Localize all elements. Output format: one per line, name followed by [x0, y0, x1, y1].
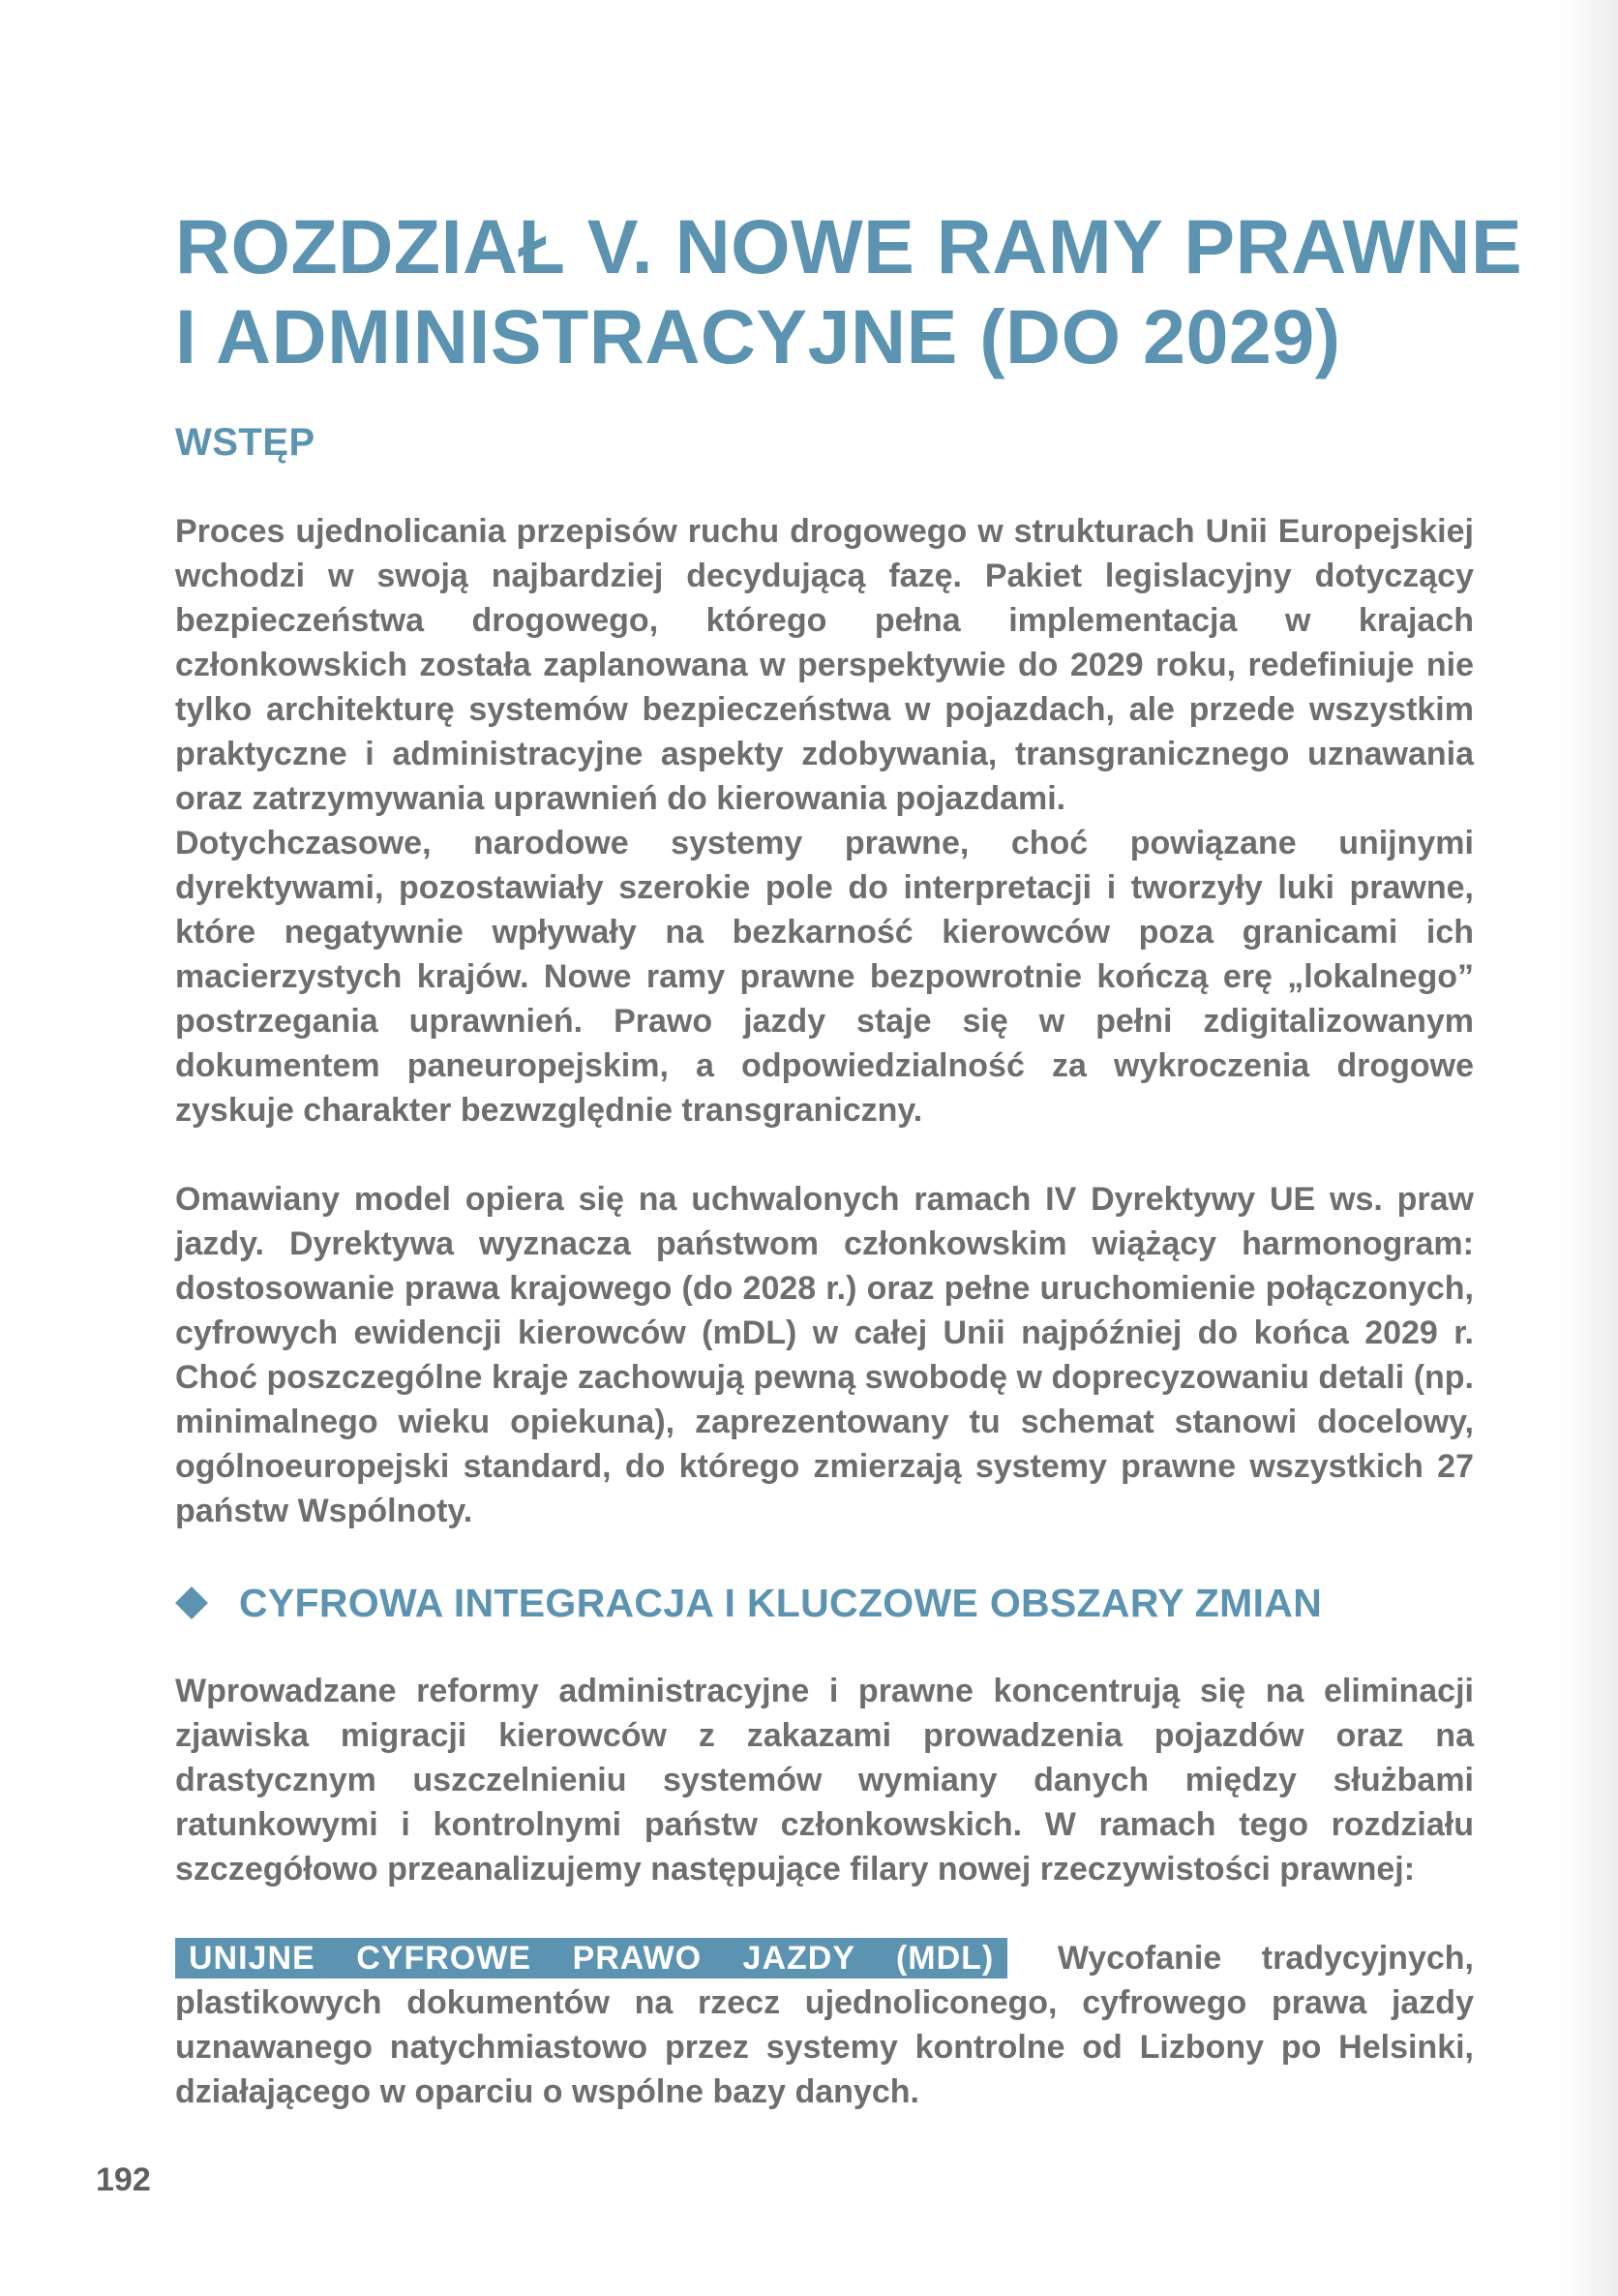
mdl-paragraph	[175, 1936, 1474, 2114]
intro-paragraph-2: Dotychczasowe, narodowe systemy prawne, choć powiązane unijnymi dyrektywami, pozostawiały szerokie pole do interpretacji i tworzyły luki prawne, które negatywnie wpływały na bezkarność kierowców poza granicami ich macierzystych krajów. Nowe ramy prawne bezpowrotnie kończą erę „lokalnego” postrzegania uprawnień. Prawo jazdy staje się w pełni zdigitalizowanym dokumentem paneuropejskim, a odpowiedzialność za wykroczenia drogowe zyskuje charakter bezwzględnie transgraniczny.	[175, 825, 1474, 1129]
page-number: 192	[96, 2161, 151, 2198]
intro-paragraph-1: Proces ujednolicania przepisów ruchu drogowego w strukturach Unii Europejskiej wchodzi w swoją najbardziej decydującą fazę. Pakiet legislacyjny dotyczący bezpieczeństwa drogowego, którego pełna implementacja w krajach członkowskich została zaplanowana w perspektywie do 2029 roku, redefiniuje nie tylko architekturę systemów bezpieczeństwa w pojazdach, ale przede wszystkim praktyczne i administracyjne aspekty zdobywania, transgranicznego uznawania oraz zatrzymywania uprawnień do kierowania pojazdami.	[175, 513, 1474, 817]
subsection-heading	[175, 1578, 1474, 1628]
chapter-title	[175, 201, 1523, 381]
page-edge-shadow	[1560, 0, 1618, 2296]
subsection-paragraph-1: Wprowadzane reformy administracyjne i prawne koncentrują się na eliminacji zjawiska migracji kierowców z zakazami prowadzenia pojazdów oraz na drastycznym uszczelnieniu systemów wymiany danych między służbami ratunkowymi i kontrolnymi państw członkowskich. W ramach tego rozdziału szczegółowo przeanalizujemy następujące filary nowej rzeczywistości prawnej:	[175, 1673, 1474, 1888]
mdl-paragraph-text: Wycofanie tradycyjnych, plastikowych dokumentów na rzecz ujednoliconego, cyfrowego prawa jazdy uznawanego natychmiastowo przez systemy kontrolne od Lizbony po Helsinki, działającego w oparciu o wspólne bazy danych.	[175, 1940, 1474, 2110]
chapter-title-line-2: I ADMINISTRACYJNE (DO 2029)	[175, 293, 1341, 379]
page-content	[175, 201, 1523, 2114]
section-heading-intro: WSTĘP	[175, 421, 315, 464]
chapter-title-line-1: ROZDZIAŁ V. NOWE RAMY PRAWNE	[175, 203, 1523, 289]
subsection-heading-text: CYFROWA INTEGRACJA I KLUCZOWE OBSZARY ZMIAN	[239, 1581, 1323, 1625]
intro-paragraph-3: Omawiany model opiera się na uchwalonych ramach IV Dyrektywy UE ws. praw jazdy. Dyrektywa wyznacza państwom członkowskim wiążący harmonogram: dostosowanie prawa krajowego (do 2028 r.) oraz pełne uruchomienie połączonych, cyfrowych ewidencji kierowców (mDL) w całej Unii najpóźniej do końca 2029 r. Choć poszczególne kraje zachowują pewną swobodę w doprecyzowaniu detali (np. minimalnego wieku opiekuna), zaprezentowany tu schemat stanowi docelowy, ogólnoeuropejski standard, do którego zmierzają systemy prawne wszystkich 27 państw Wspólnoty.	[175, 1181, 1474, 1529]
diamond-icon	[175, 1586, 208, 1619]
mdl-highlight-label: UNIJNE CYFROWE PRAWO JAZDY (MDL)	[175, 1938, 1007, 1979]
